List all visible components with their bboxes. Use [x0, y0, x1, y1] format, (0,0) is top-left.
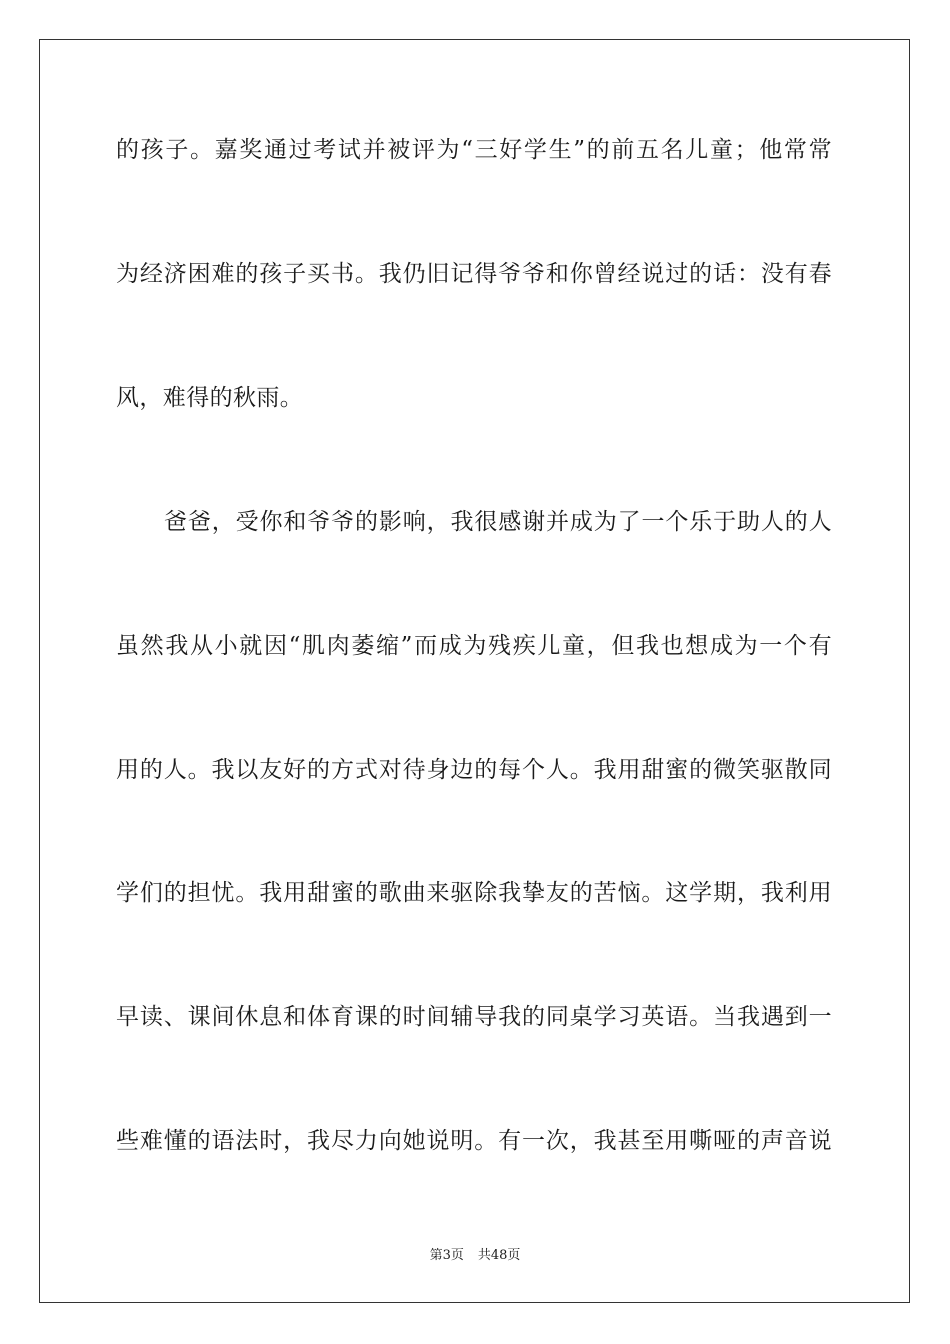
text-line-3: 风，难得的秋雨。 — [116, 385, 304, 411]
text-line-1: 的孩子。嘉奖通过考试并被评为“三好学生”的前五名儿童；他常常 — [116, 137, 832, 163]
text-line-2: 为经济困难的孩子买书。我仍旧记得爷爷和你曾经说过的话：没有春 — [116, 261, 832, 287]
text-line-6: 用的人。我以友好的方式对待身边的每个人。我用甜蜜的微笑驱散同 — [116, 757, 832, 783]
text-line-7: 学们的担忧。我用甜蜜的歌曲来驱除我挚友的苦恼。这学期，我利用 — [116, 880, 832, 906]
page-number: 第3页 — [429, 1248, 464, 1263]
page-frame — [39, 39, 910, 1303]
page-footer — [0, 1247, 950, 1265]
text-line-8: 早读、课间休息和体育课的时间辅导我的同桌学习英语。当我遇到一 — [116, 1004, 832, 1030]
text-line-9: 些难懂的语法时，我尽力向她说明。有一次，我甚至用嘶哑的声音说 — [116, 1128, 832, 1154]
page-total: 共48页 — [477, 1248, 521, 1263]
text-line-5: 虽然我从小就因“肌肉萎缩”而成为残疾儿童，但我也想成为一个有 — [116, 633, 832, 659]
text-line-4: 爸爸，受你和爷爷的影响，我很感谢并成为了一个乐于助人的人 — [164, 509, 832, 535]
